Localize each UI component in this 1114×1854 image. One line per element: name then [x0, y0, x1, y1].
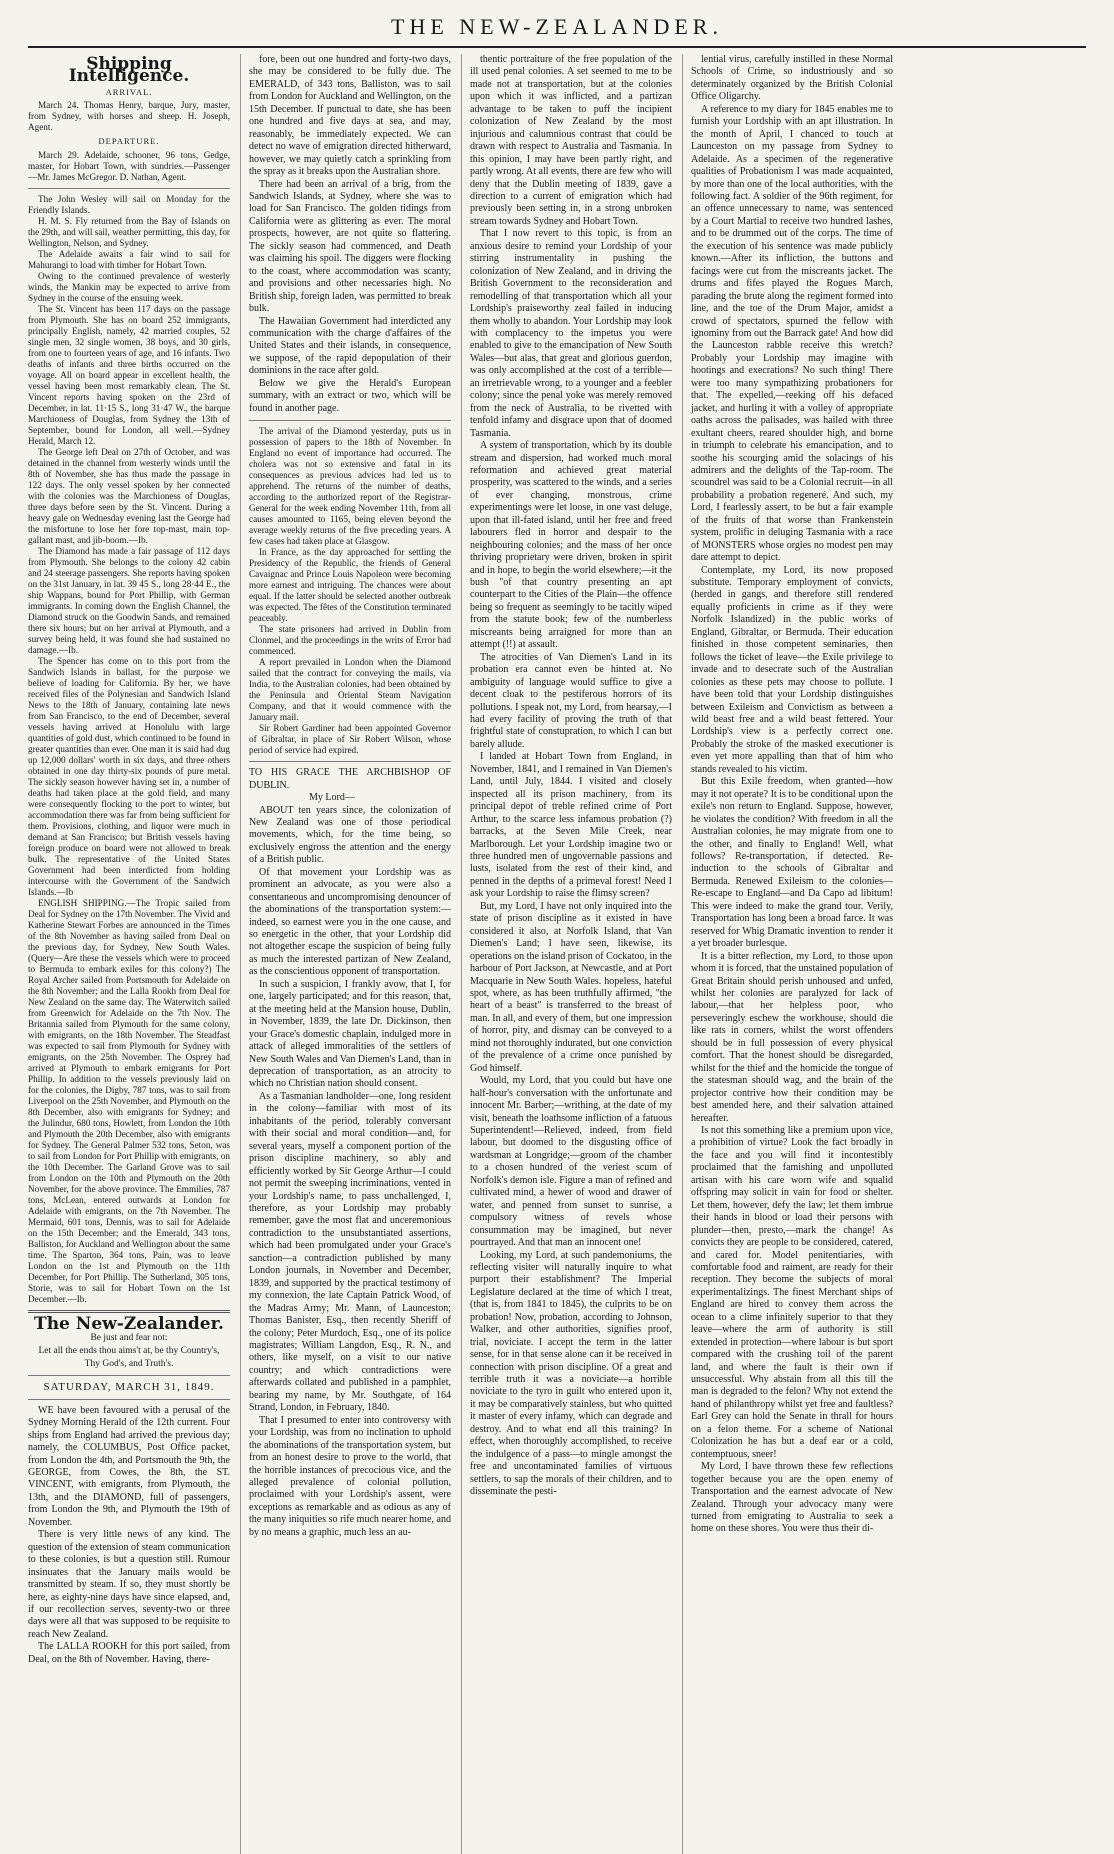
paragraph: As a Tasmanian landholder—one, long resident in the colony—familiar with most of its inhabitants of the period, tolerably conversant with their social and moral condition—and, for several years, myself a component portion of the prison discipline machinery, so ably and efficiently worked by Sir George Arthur—I could not permit the sweeping incriminations, vented in your Lordship's name, to pass unchallenged, I, therefore, as your Lordship may probably remember, gave the most flat and unceremonious contradiction to the unsubstantiated assertions, which had been promulgated under your Grace's sanction—a contradiction published by many London journals, in November and December, 1839, and supported by the practical testimony of my connexion, the late Captain Patrick Wood, of the Madras Army; Mr. Mann, of Launceston; Thomas Banister, Esq., then recently Sheriff of the colony; Peter Murdoch, Esq., one of its police magistrates; William Langdon, Esq., R. N., and others, like myself, on a visit to our native country; and which contradictions were afterwards collated and published in a pamphlet, bearing my name, by Mr. Southgate, of 164 Strand, London, in February, 1840.: [249, 1090, 451, 1414]
paragraph: But, my Lord, I have not only inquired into the state of prison discipline as it existed in have considered it also, at Norfolk Island, that Van Diemen's Land; I have seen, likewise, its operations on the island prison of Cockatoo, in the harbour of Port Jackson, at Newcastle, and at Port Macquarie in New South Wales. hopeless, hateful spot, where, as has been truthfully affirmed, "the heart of a beast" is transferred to the breast of man. In all, and every of them, but one impression of horror, pity, and dismay can be conveyed to a mind not thoroughly indurated, but one conviction of the prevalence of a crime once punished by God himself.: [470, 900, 672, 1074]
paragraph: Would, my Lord, that you could but have one half-hour's conversation with the unfortunate and innocent Mr. Barber;—writhing, at the date of my visit, beneath the loathsome infliction of a fatuous Superintendent!—Relieved, indeed, from field labour, but doomed to the disgusting office of wardsman at Longridge;—groom of the chamber to a chosen hundred of the veriest scum of Norfolk's demon isle. Figure a man of refined and cultivated mind, a hewer of wood and drawer of water, and penned from sunset to sunrise, a compulsory witness of revels whose consummation may be imagined, but never pourtrayed. And that man an innocent one!: [470, 1075, 672, 1249]
paragraph: My Lord, I have thrown these few reflections together because you are the open enemy of Transportation and the earnest advocate of New Zealand. Through your advocacy many were turned from emigrating to Australia to seek a home on these shores. You were thus their di-: [691, 1461, 893, 1535]
column-4: [682, 54, 893, 1854]
paragraph: The Adelaide awaits a fair wind to sail for Mahurangi to load with timber for Hobart Town.: [28, 248, 230, 270]
masthead: THE NEW-ZEALANDER.: [28, 6, 1086, 48]
paragraph: That I presumed to enter into controversy with your Lordship, was from no inclination to uphold the abominations of the transportation system, but from an honest desire to prove to the world, that the horrible instances of precocious vice, and the alleged prevalence of colonial pollution, proclaimed with your Lordship's assent, were exceptions as remarkable and as odious as any of the many iniquities so rife much nearer home, and by no means a graphic, much less an au-: [249, 1414, 451, 1538]
letter-salutation: TO HIS GRACE THE ARCHBISHOP OF DUBLIN.: [249, 767, 451, 791]
paragraph: The George left Deal on 27th of October, and was detained in the channel from westerly winds until the 8th of November, she has thus made the passage in 122 days. The only vessel spoken by her connected with the colonies was the Marchioness of Douglas, three days before seen by the St. Vincent. During a heavy gale on Wednesday evening last the George had the misfortune to lose her fore top-mast, main top-gallant mast, and jib-boom.—Ib.: [28, 446, 230, 545]
paragraph: Is not this something like a premium upon vice, a prohibition of virtue? Look the fact broadly in the face and you will find it incontestibly proclaimed that the famishing and unpolluted artisan with his care worn wife and squalid offspring may solicit in vain for food or shelter. Let them, however, defy the law; let them imbrue their hands in blood or load their persons with plunder—then, presto,—mark the change! As convicts they are people to be considered, catered, and cared for. Model penitentiaries, with comfortable food and raiment, are ready for their reception. They become the subjects of moral experimentalizings. The finest Merchant ships of England are hired to convey them across the ocean to a clime infinitely superior to that they leave—where the arm of authority is still extended in protection—where labour is but sport compared with the crushing toil of the parent land, and where the fault is their own if unsuccessful. Why abstain from all this till the man is degraded to the felon? Why not extend the hand of philanthropy whilst yet free and faultless? Earl Grey can hold the Senate in thrall for hours on a felon theme. For a scheme of National Colonization he has but a deaf ear or a cold, contemptuous, sneer!: [691, 1124, 893, 1460]
paragraph: But this Exile freedom, when granted—how may it not operate? It is to be conditional upon the exile's non return to England. Suppose, however, he violates the condition? With freedom in all the Australian colonies, he may migrate from one to the other, and finally to England! Well, what follows? Re-transportation, if detected. Re-induction to the schools of Gibraltar and Bermuda. Renewed Exileism to the colonies—Re-escape to England—and Da Capo ad libitum! This were indeed to make the grand tour. Verily, Transportation has long been a broad farce. It was reserved for Whig Dramatic invention to render it a yet broader burlesque.: [691, 776, 893, 950]
paragraph: The Spencer has come on to this port from the Sandwich Islands in ballast, for the purpose we believe of loading for California. By her, we have received files of the Polynesian and Sandwich Island News to the 18th of January, containing late news from San Francisco, to the end of December, several vessels having arrived at Honolulu with large quantities of gold dust, which continued to be found in greater quantities than ever. One man it is said had dug up 12,000 dollars' worth in six days, and three others obtained in one day thirty-six pounds of pure metal. The sickly season however having set in, a number of deaths had taken place at the gold field, and many were consequently flocking to the port to winter, but accommodation there was far from being sufficient for them. Provisions, clothing, and liquor were much in demand at San Francisco; but British vessels having foreign produce on board were not allowed to break bulk. The representative of the United States Government had been interdicted from holding intercourse with the Government of the Sandwich Islands.—Ib: [28, 655, 230, 897]
paragraph: Contemplate, my Lord, its now proposed substitute. Temporary employment of convicts, (herded in gangs, and therefore still rendered equally proficients in crime as if they were Norfolk Islandized) in the public works of England, Gibraltar, or Bermuda. Their education finished in those competent seminaries, then follows the ticket of leave—the Exile privilege to invade and to desecrate such of the Australian colonies as these pets may choose to pollute. I have been told that your Lordship distinguishes between Exileism and Convictism as between a wild beast free and a wild beast fettered. Your Lordship's view is a perfectly correct one. Probably the stroke of the masked executioner is even yet more appalling than that of him who stands revealed to his victim.: [691, 564, 893, 775]
motto-line: Be just and fear not:: [90, 1333, 168, 1344]
letter-paragraphs: [249, 805, 451, 1540]
column-2: [240, 54, 451, 1854]
paragraph: A system of transportation, which by its double stream and dispersion, had worked much moral reformation and achieved great material prosperity, was scattered to the winds, and a series of ever changing, monstrous, crime experimentings were let loose, in one vast deluge, upon that ill-fated island, until her free and freed labourers fled in horror and despair to the neighbouring colonies; and the mass of her once thriving proprietary were driven, broken in spirit and in hope, to begin the world elsewhere;—it the bush "of that country presenting an apt counterpart to the Cities of the Plain—the offence being so frequent as seemingly to be tacitly wiped from the statute book; few of the numberless miscreants being arraigned for more than an attempt (!!) at assault.: [470, 440, 672, 651]
departure-head: DEPARTURE.: [98, 136, 160, 147]
letter-greeting: My Lord—: [309, 792, 355, 804]
columns: [28, 48, 1086, 1854]
paragraph: The John Wesley will sail on Monday for the Friendly Islands.: [28, 193, 230, 215]
motto-line: Let all the ends thou aims't at, be thy Country's,: [38, 1346, 220, 1357]
arrival-text: March 24. Thomas Henry, barque, Jury, master, from Sydney, with horses and sheep. H. Joseph, Agent.: [28, 100, 230, 133]
paragraph: There is very little news of any kind. The question of the extension of steam communication to these colonies, is but a question still. Rumour insinuates that the January mails would be transmitted by steam. If so, they must shortly be here, as eighty-nine days have since elapsed, and, if our recollection serves, seventy-two or three days were all that was supposed to be requisite to reach New Zealand.: [28, 1529, 230, 1640]
paragraph: The state prisoners had arrived in Dublin from Clonmel, and the proceedings in the writs of Error had commenced.: [249, 624, 451, 657]
motto-line: Thy God's, and Truth's.: [84, 1359, 174, 1370]
paragraph: In France, as the day approached for settling the Presidency of the Republic, the friends of General Cavaignac and Prince Louis Napoleon were becoming more earnest and intriguing. The chances were about equal. If the latter should be selected another outbreak was expected. The fêtes of the Constitution terminated peaceably.: [249, 547, 451, 624]
paragraph: Looking, my Lord, at such pandemoniums, the reflecting visiter will naturally inquire to what purport their establishment? The Imperial Legislature declared at the time of which I treat, (that is, from 1841 to 1845), the culprits to be on probation! Now, probation, according to Johnson, Walker, and other authorities, signifies proof, trial, noviciate. I accept the term in the latter sense, for in that sense alone can it be received in connection with prison discipline. Of a great and terrible truth it was a noviciate—a horrible noviciate to the tyro in guilt who entered upon it, it may be comparatively stainless, but who quitted it master of every infamy, which can degrade and destroy. And to what end all this training? In effect, when thoroughly accomplished, to receive the indulgence of a pass—to mingle amongst the free and uncontaminated families of virtuous settlers, to sap the morals of their children, and to disseminate the pesti-: [470, 1249, 672, 1498]
editorial-paragraphs: [249, 54, 451, 415]
paragraph: The arrival of the Diamond yesterday, puts us in possession of papers to the 18th of November. In England no event of importance had occurred. The cholera was not so extensive and fatal in its consequences as previous advices had led us to apprehend. The returns of the number of deaths, according to the authorized report of the Registrar-General for the week ending November 11th, from all causes amounted to 1165, being eleven beyond the average weekly returns of the five preceding years. A few cases had taken place at Glasgow.: [249, 426, 451, 547]
newzealander-title: The New-Zealander.: [34, 1313, 224, 1334]
divider: [249, 420, 451, 421]
paragraph: In such a suspicion, I frankly avow, that I, for one, largely participated; and for this reason, that, at the meeting held at the Mansion house, Dublin, in November, 1839, the late Dr. Dickinson, then your Grace's domestic chaplain, indulged more in attack of alleged immoralities of the settlers of New South Wales and Van Diemen's Land, than in deprecation of transportation, as an atrocity to which no Christian nation should consent.: [249, 978, 451, 1090]
paragraph: It is a bitter reflection, my Lord, to those upon whom it is forced, that the unstained population of Great Britain should perish unhoused and unfed, whilst her colonies are paralyzed for lack of labour,—that her helpless poor, who perseveringly eschew the workhouse, should die like rats in corners, whilst the worst offenders should be in full possession of every physical comfort. That the honest should be disregarded, whilst for the thief and the homicide the tongue of the statesman should wag, and the brain of the projector contrive how their condition may be best amended here, and their salvation attained hereafter.: [691, 950, 893, 1124]
paragraph: The Hawaiian Government had interdicted any communication with the charge d'affaires of the United States and their islands, in consequence, we suppose, of the rapid depopulation of their dominions in the race after gold.: [249, 315, 451, 377]
paragraph: thentic portraiture of the free population of the ill used penal colonies. A set seemed to me to be made not at transportation, but at the colonies upon which it was inflicted, and a partizan advantage to be taken to puff the incipient colonization of New Zealand by the most injurious and calumnious contrast that could be drawn with respect to Australia and Tasmania. In this opinion, I may have been partly right, and partly wrong. At all events, there are few who will deny that the Dublin meeting of 1839, gave a direction to a current of emigration which had previously been setting in, in a strong unbroken stream towards Sydney and Hobart Town.: [470, 54, 672, 227]
paragraph: A reference to my diary for 1845 enables me to furnish your Lordship with an apt illustration. In the month of April, I chanced to touch at Launceston on my passage from Sydney to Adelaide. As a specimen of the regenerative qualities of Probationism I was made acquainted, by more than one of the local authorities, with the following fact. A soldier of the 96th regiment, for an offence unnecessary to name, was sentenced by a Court Martial to receive two hundred lashes, and to be drummed out of the corps. The time of the execution of his sentence was made publicly known.—After its infliction, the buttons and facings were cut from the miscreants jacket. The drums and fifes played the Rogues March, parading the brute along the regiment formed into line, and the toe of the Drum Major, amidst a crowd of spectators, spurned the fellow with ignominy from out the Barrack gate! And how did the Launceston rabble receive this wretch? Probably your Lordship may imagine with hootings and execrations? No such thing! There were too many sympathizing probationers for that. The expelled,—reeking off his defaced jacket, and hurling it with a volley of appropriate oaths across the palisades, was hailed with three exultant cheers, reared shoulder high, and borne in triumph to celebrate his emancipation, and to soothe his scourging amid the solacings of his admirers and the delights of the Tap-room. The scoundrel was said to be a Colonial recruit—in all probability a probation regeneré. And such, my Lord, I fearlessly assert, to be but a fair example of the fruits of that worse than Frankenstein system, prolific in deluging Tasmania with a race of MONSTERS whose orgies no modest pen may dare attempt to depict.: [691, 103, 893, 564]
divider: [28, 188, 230, 189]
paragraph: H. M. S. Fly returned from the Bay of Islands on the 29th, and will sail, weather permitting, this day, for Wellington, Nelson, and Sydney.: [28, 215, 230, 248]
editorial-paragraphs: [28, 1405, 230, 1667]
paragraph: ENGLISH SHIPPING.—The Tropic sailed from Deal for Sydney on the 17th November. The Vivid and Katherine Stewart Forbes are announced in the Times of the 8th November as having sailed from Deal on the previous day, for Sydney, New South Wales. (Query—Are these the vessels which were to proceed to Bermuda to embark exiles for this colony?) The Royal Archer sailed from Portsmouth for Adelaide on the 8th November; and the Lalla Rookh from Deal for New Zealand on the same day. The Waterwitch sailed from Greenwich for Adelaide on the 7th Nov. The Britannia sailed from Plymouth for the same colony, with emigrants, on the 18th November. The Steadfast was expected to sail from Plymouth for Sydney with emigrants, on the 25th November. The Osprey had arrived at Plymouth to embark emigrants for Port Phillip. In addition to the vessels previously laid on for the colonies, the Digby, 787 tons, was to sail from Liverpool on the 25th November, and Plymouth on the 8th December, also with emigrants for Sydney; and the Julindur, 680 tons, Howlett, from London the 10th and Plymouth the 20th December, also with emigrants for Sydney. The General Palmer 532 tons, Seton, was to sail from London for Port Phillip with emigrants, on the 10th December. The Garland Grove was to sail from London on the 10th and Plymouth on the 20th November, for the above province. The Emmilies, 787 tons, McLean, entered outwards at London for Adelaide with emigrants, on the 7th November. The Mermaid, 601 tons, Dennis, was to sail for Adelaide on the 15th December; and the Emerald, 343 tons, Balliston, for Auckland and Wellington about the same time. The Sparton, 364 tons, Pain, was to leave London on the 1st and Plymouth on the 11th December, for Port Phillip. The Sutherland, 305 tons, Storie, was to sail for Hobart Town on the 1st December.—Ib.: [28, 897, 230, 1304]
paragraph: Sir Robert Gardiner had been appointed Governor of Gibraltar, in place of Sir Robert Wilson, whose period of service had expired.: [249, 723, 451, 756]
paragraph: lential virus, carefully instilled in these Normal Schools of Crime, so industriously and so determinately organized by the British Colonial Office Oligarchy.: [691, 54, 893, 103]
paragraph: Of that movement your Lordship was as prominent an advocate, as you were also a consentaneous and uncompromising denouncer of the abominations of the transportation system:—indeed, so earnest were you in the one cause, and so energetic in the other, that your Lordship did not altogether escape the suspicion of being fully as much the interested partizan of New Zealand, as the conscientious opponent of transportation.: [249, 866, 451, 978]
paragraph: ABOUT ten years since, the colonization of New Zealand was one of those periodical movements, which, for the time being, so exclusively engross the attention and the energy of a British public.: [249, 804, 451, 866]
paragraph: The St. Vincent has been 117 days on the passage from Plymouth. She has on board 252 immigrants, principally English, namely, 42 married couples, 52 single men, 32 single women, 38 boys, and 30 girls, from one to fourteen years of age, and 16 infants. Two deaths of infants and three births occurred on the voyage. All on board appear in excellent health, the vessel having been most remarkably clean. The St. Vincent reports having spoken on the 23rd of December, in lat. 11·15 S., long 31·47 W., the barque Marchioness of Douglas, from Sydney the 13th of September, bound for London, all well.—Sydney Herald, March 12.: [28, 303, 230, 446]
letter-continued: [470, 54, 672, 1499]
paragraph: WE have been favoured with a perusal of the Sydney Morning Herald of the 12th current. Four ships from England had arrived the previous day; namely, the COLUMBUS, Post Office packet, from London the 4th, and Portsmouth the 9th, the GEORGE, from Cowes, the 8th, the ST. VINCENT, with emigrants, from Plymouth, the 13th, and the DIAMOND, full of passengers, from London the 9th, and Plymouth the 19th of November.: [28, 1404, 230, 1528]
paragraph: Owing to the continued prevalence of westerly winds, the Mankin may be expected to arrive from Sydney in the course of the ensuing week.: [28, 270, 230, 303]
news-summary: [249, 426, 451, 756]
divider: [28, 1399, 230, 1400]
dateline: SATURDAY, MARCH 31, 1849.: [43, 1381, 215, 1394]
column-3: [461, 54, 672, 1854]
arrival-head: ARRIVAL.: [105, 86, 153, 97]
divider: [249, 761, 451, 762]
shipping-title: Shipping Intelligence.: [68, 54, 190, 87]
paragraph: fore, been out one hundred and forty-two days, she may be considered to be fully due. The EMERALD, of 343 tons, Balliston, was to sail from London for Auckland and Wellington, on the 15th December. If punctual to date, she has been one hundred and five days at sea, and may, reasonably, be immediately expected. We can detect no wave of emigration directed hitherward, however, we may quietly catch a sprinkling from the spray as it breaks upon the Australian shore.: [249, 54, 451, 178]
paragraph: Below we give the Herald's European summary, with an extract or two, which will be found in another page.: [249, 377, 451, 414]
paragraph: The Diamond has made a fair passage of 112 days from Plymouth. She belongs to the colony 42 cabin and 24 steerage passengers. She reports having spoken on the 31st January, in lat. 39 45 S., long 28·44 E., the ship Wappans, bound for Port Phillip, with German immigrants. In coming down the English Channel, the Diamond struck on the Goodwin Sands, and remained there six hours; but on her arrival at Plymouth, and a survey being held, it was found she had sustained no damage.—Ib.: [28, 545, 230, 655]
letter-continued: [691, 54, 893, 1536]
paragraph: I landed at Hobart Town from England, in November, 1841, and I remained in Van Diemen's Land, until July, 1844. I visited and closely inspected all its prison machinery, from its principal depot of treble refined crime of Port Arthur, to the scarce less infamous probation (?) barracks, at the Seven Mile Creek, near Marlborough. Let your Lordship imagine two or three hundred men of ungovernable passions and lusts, isolated from the rest of their kind, and penned in the depths of a primeval forest! Need I ask your Lordship to raise the flimsy screen?: [470, 751, 672, 900]
paragraph: The LALLA ROOKH for this port sailed, from Deal, on the 8th of November. Having, there-: [28, 1641, 230, 1665]
paragraph: There had been an arrival of a brig, from the Sandwich Islands, at Sydney, where she was to load for San Francisco. The golden tidings from California were as glittering as ever. The moral prospects, however, are not quite so flattering. The sickly season had commenced, and Death was claiming his spoil. The diggers were flocking to the coast, where accommodation was scanty, and provisions and other necessaries high. No British ship, foreign laden, was permitted to break bulk.: [249, 178, 451, 315]
divider: [28, 1310, 230, 1313]
divider: [28, 1375, 230, 1376]
departure-text: March 29. Adelaide, schooner, 96 tons, Gedge, master, for Hobart Town, with sundries.—Passenger —Mr. James McGregor. D. Nathan, Agent.: [28, 149, 230, 182]
paragraph: That I now revert to this topic, is from an anxious desire to remind your Lordship of your stirring instrumentality in pushing the colonization of New Zealand, and in driving the British Government to the reconsideration and remodelling of that transportation which all your Lordship's praiseworthy zeal failed in inducing them wholly to abandon. Your Lordship may look with complacency to the impetus you were enabled to give to the emancipation of New South Wales—but alas, that great and glorious guerdon, was only accomplished at the cost of a terrible—an irretrievable wrong, to a younger and a feebler colony; since the penal yoke was merely removed from the neck of Australia, to be rivetted with tenfold infamy and disgrace upon that of doomed Tasmania.: [470, 228, 672, 439]
paragraph: The atrocities of Van Diemen's Land in its probation era cannot even be hinted at. No ambiguity of language would suffice to give a decent cloak to the pestiferous horrors of its pollutions. I speak not, my Lord, from hearsay,—I had every facility of proving the truth of that frightful state of constupration, to which I can but barely allude.: [470, 651, 672, 750]
shipping-paragraphs: [28, 194, 230, 1305]
paragraph: A report prevailed in London when the Diamond sailed that the contract for conveying the mails, via India, to the Australian colonies, had been obtained by the Peninsula and Oriental Steam Navigation Company, and that it would commence with the January mail.: [249, 657, 451, 723]
column-1: [28, 54, 230, 1854]
